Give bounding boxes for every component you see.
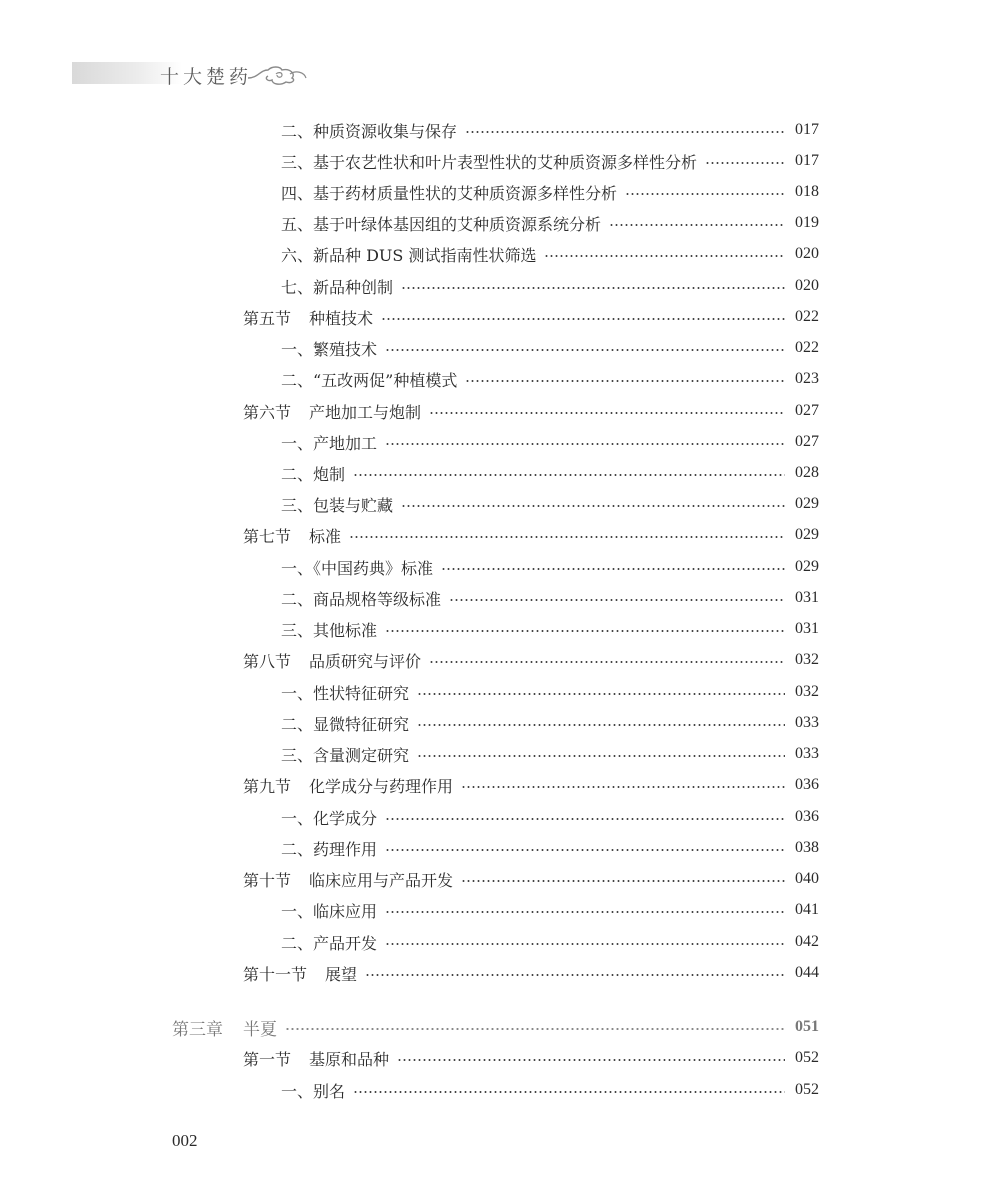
dot-leader	[385, 818, 785, 820]
toc-entry-label	[281, 150, 701, 173]
dot-leader	[609, 224, 785, 226]
toc-section-row	[243, 523, 819, 547]
toc-item-row	[281, 836, 819, 860]
dot-leader	[353, 1091, 785, 1093]
toc-entry-label	[243, 306, 377, 329]
dot-leader	[465, 380, 785, 382]
dot-leader	[401, 505, 785, 507]
toc-entry-label	[281, 431, 381, 454]
toc-section-row	[243, 867, 819, 891]
toc-entry-label	[281, 712, 413, 735]
toc-entry-label	[243, 400, 425, 423]
toc-entry-title: 五、基于叶绿体基因组的艾种质资源系统分析	[281, 214, 602, 234]
toc-page-number: 052	[795, 1049, 819, 1066]
toc-entry-title: 二、种质资源收集与保存	[281, 121, 458, 141]
toc-section-row	[243, 773, 819, 797]
toc-entry-label	[243, 1047, 393, 1070]
section-number: 第十节	[243, 870, 292, 890]
toc-item-row	[281, 461, 819, 485]
toc-page-number: 029	[795, 558, 819, 575]
toc-page-number: 040	[795, 870, 819, 887]
chapter-number: 第三章	[172, 1019, 223, 1040]
dot-leader	[429, 412, 785, 414]
toc-entry-label	[281, 337, 381, 360]
toc-section-row	[243, 305, 819, 329]
toc-item-row	[281, 1078, 819, 1102]
toc-entry-label	[281, 275, 397, 298]
toc-entry-title: 二、药理作用	[281, 839, 378, 859]
toc-entry-title: 临床应用与产品开发	[309, 870, 454, 890]
toc-page-number: 038	[795, 839, 819, 856]
toc-entry-label	[281, 243, 540, 266]
toc-item-row	[281, 492, 819, 516]
dot-leader	[429, 661, 785, 663]
toc-entry-label	[243, 524, 345, 547]
toc-item-row	[281, 680, 819, 704]
toc-entry-title: 一、繁殖技术	[281, 339, 378, 359]
toc-page-number: 033	[795, 714, 819, 731]
dot-leader	[349, 536, 785, 538]
dot-leader	[385, 943, 785, 945]
toc-entry-title: 标准	[309, 526, 342, 546]
dot-leader	[625, 193, 785, 195]
toc-page-number: 027	[795, 433, 819, 450]
toc-entry-title: 品质研究与评价	[309, 651, 422, 671]
dot-leader	[365, 974, 785, 976]
toc-page-number: 031	[795, 620, 819, 637]
toc-entry-label	[243, 649, 425, 672]
dot-leader	[385, 911, 785, 913]
toc-page-number: 018	[795, 183, 819, 200]
toc-page-number: 032	[795, 683, 819, 700]
toc-entry-title: 化学成分与药理作用	[309, 776, 454, 796]
toc-entry-title: 产地加工与炮制	[309, 402, 422, 422]
cloud-ornament-icon	[246, 60, 310, 88]
toc-entry-label	[281, 931, 381, 954]
toc-entry-title: 四、基于药材质量性状的艾种质资源多样性分析	[281, 183, 618, 203]
toc-entry-label	[281, 837, 381, 860]
toc-entry-title: 半夏	[243, 1019, 277, 1040]
toc-page-number: 051	[795, 1018, 819, 1035]
toc-entry-label	[281, 119, 461, 142]
toc-page-number: 022	[795, 339, 819, 356]
toc-page-number: 042	[795, 933, 819, 950]
toc-entry-title: 展望	[325, 964, 358, 984]
dot-leader	[461, 786, 785, 788]
toc-item-row	[281, 180, 819, 204]
toc-entry-label	[281, 493, 397, 516]
toc-item-row	[281, 242, 819, 266]
toc-chapter-row	[172, 1015, 819, 1039]
toc-section-row	[243, 399, 819, 423]
dot-leader	[385, 630, 785, 632]
section-number: 第五节	[243, 308, 292, 328]
toc-entry-title: 一、性状特征研究	[281, 683, 410, 703]
toc-page-number: 017	[795, 121, 819, 138]
toc-entry-label	[281, 212, 605, 235]
toc-page-number: 033	[795, 745, 819, 762]
dot-leader	[385, 443, 785, 445]
dot-leader	[441, 568, 785, 570]
toc-item-row	[281, 555, 819, 579]
dot-leader	[705, 162, 785, 164]
toc-entry-title: 二、炮制	[281, 464, 346, 484]
toc-entry-label	[172, 1015, 281, 1040]
dot-leader	[465, 131, 785, 133]
toc-page-number: 044	[795, 964, 819, 981]
toc-item-row	[281, 118, 819, 142]
toc-entry-title: 种植技术	[309, 308, 374, 328]
toc-item-row	[281, 430, 819, 454]
toc-entry-title: 三、基于农艺性状和叶片表型性状的艾种质资源多样性分析	[281, 152, 698, 172]
running-header-title: 十大楚药	[160, 66, 253, 88]
dot-leader	[381, 318, 785, 320]
toc-entry-title: 一、临床应用	[281, 901, 378, 921]
toc-item-row	[281, 930, 819, 954]
toc-item-row	[281, 742, 819, 766]
toc-page-number: 029	[795, 495, 819, 512]
toc-entry-title: 一、化学成分	[281, 808, 378, 828]
toc-entry-title: 三、包装与贮藏	[281, 495, 394, 515]
toc-entry-title: 三、其他标准	[281, 620, 378, 640]
toc-page-number: 017	[795, 152, 819, 169]
toc-entry-label	[281, 743, 413, 766]
dot-leader	[449, 599, 785, 601]
toc-page-number: 020	[795, 277, 819, 294]
dot-leader	[385, 349, 785, 351]
toc-entry-title: 一、《中国药典》标准	[281, 558, 434, 578]
dot-leader	[385, 849, 785, 851]
toc-item-row	[281, 211, 819, 235]
toc-entry-title: 一、产地加工	[281, 433, 378, 453]
toc-entry-title: 六、新品种 DUS 测试指南性状筛选	[281, 245, 537, 265]
dot-leader	[544, 255, 785, 257]
toc-page-number: 036	[795, 776, 819, 793]
toc-entry-label	[281, 368, 461, 391]
toc-entry-label	[281, 556, 437, 579]
toc-section-row	[243, 1046, 819, 1070]
toc-page-number: 022	[795, 308, 819, 325]
toc-page-number: 027	[795, 402, 819, 419]
dot-leader	[417, 724, 785, 726]
dot-leader	[417, 693, 785, 695]
toc-item-row	[281, 898, 819, 922]
dot-leader	[285, 1028, 785, 1030]
toc-page-number: 032	[795, 651, 819, 668]
toc-page-number: 023	[795, 370, 819, 387]
toc-item-row	[281, 586, 819, 610]
toc-page-number: 036	[795, 808, 819, 825]
dot-leader	[417, 755, 785, 757]
toc-page-number: 052	[795, 1081, 819, 1098]
toc-item-row	[281, 149, 819, 173]
toc-page-number: 031	[795, 589, 819, 606]
toc-entry-label	[281, 806, 381, 829]
toc-item-row	[281, 711, 819, 735]
section-number: 第八节	[243, 651, 292, 671]
toc-entry-title: 二、商品规格等级标准	[281, 589, 442, 609]
toc-entry-label	[281, 462, 349, 485]
toc-entry-label	[281, 1079, 349, 1102]
toc-entry-title: 三、含量测定研究	[281, 745, 410, 765]
toc-section-row	[243, 648, 819, 672]
toc-entry-title: 基原和品种	[309, 1049, 390, 1069]
toc-entry-label	[243, 868, 457, 891]
toc-entry-label	[243, 962, 361, 985]
dot-leader	[461, 880, 785, 882]
toc-page-number: 020	[795, 245, 819, 262]
section-number: 第一节	[243, 1049, 292, 1069]
toc-page-number: 041	[795, 901, 819, 918]
toc-entry-title: 二、“五改两促”种植模式	[281, 370, 458, 390]
toc-entry-label	[281, 618, 381, 641]
toc-item-row	[281, 336, 819, 360]
toc-entry-title: 二、产品开发	[281, 933, 378, 953]
toc-item-row	[281, 617, 819, 641]
toc-section-row	[243, 961, 819, 985]
dot-leader	[353, 474, 785, 476]
toc-page-number: 019	[795, 214, 819, 231]
toc-entry-title: 一、别名	[281, 1081, 346, 1101]
toc-entry-label	[281, 587, 445, 610]
section-number: 第十一节	[243, 964, 308, 984]
toc-entry-title: 七、新品种创制	[281, 277, 394, 297]
dot-leader	[401, 287, 785, 289]
section-number: 第七节	[243, 526, 292, 546]
toc-page-number: 028	[795, 464, 819, 481]
toc-entry-label	[281, 181, 621, 204]
toc-item-row	[281, 367, 819, 391]
toc-entry-label	[281, 681, 413, 704]
toc-entry-title: 二、显微特征研究	[281, 714, 410, 734]
toc-entry-label	[243, 774, 457, 797]
section-number: 第六节	[243, 402, 292, 422]
toc-page-number: 029	[795, 526, 819, 543]
toc-item-row	[281, 805, 819, 829]
page-number: 002	[172, 1131, 198, 1150]
toc-item-row	[281, 274, 819, 298]
section-number: 第九节	[243, 776, 292, 796]
dot-leader	[397, 1059, 785, 1061]
toc-entry-label	[281, 899, 381, 922]
